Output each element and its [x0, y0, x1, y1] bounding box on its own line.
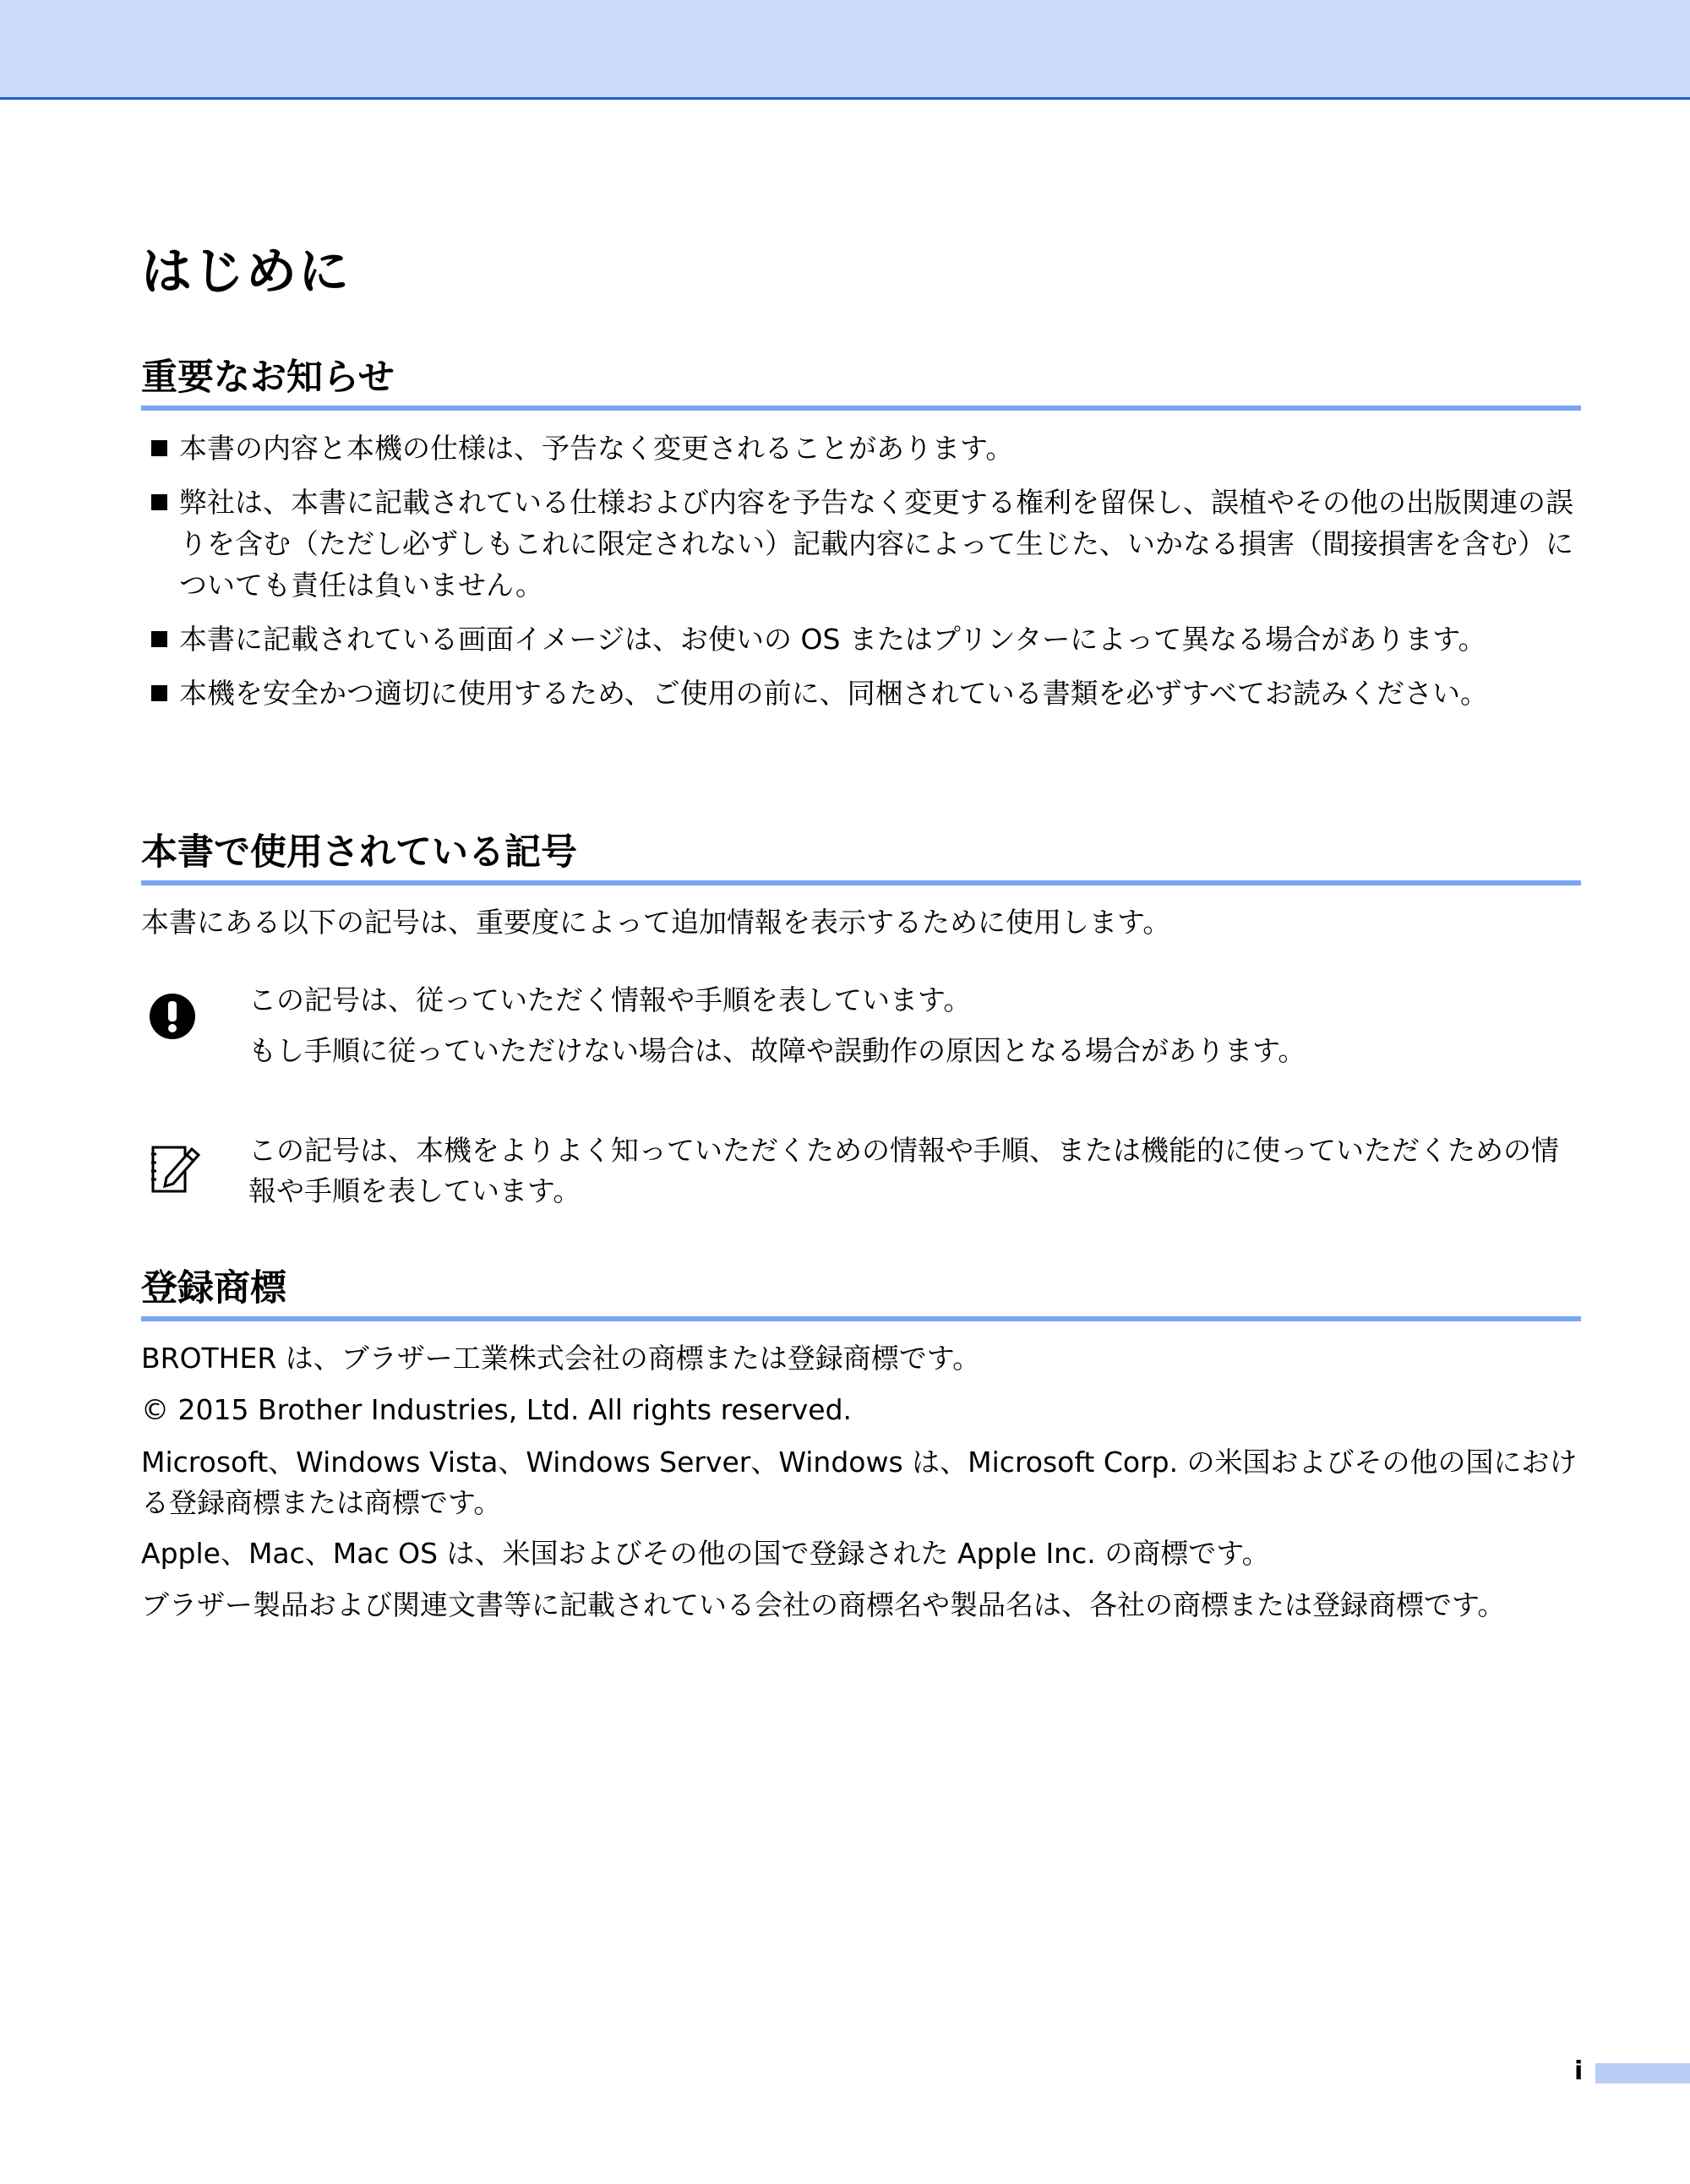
square-bullet-icon	[151, 440, 167, 456]
bullet-text: 本書の内容と本機の仕様は、予告なく変更されることがあります。	[179, 432, 1014, 465]
list-item	[141, 618, 1581, 660]
list-item	[141, 428, 1581, 469]
important-notice-list	[141, 428, 1581, 727]
section-heading-important-notice: 重要なお知らせ	[141, 353, 1581, 411]
bullet-text: 本機を安全かつ適切に使用するため、ご使用の前に、同梱されている書類を必ずすべてお読みください。	[179, 677, 1489, 710]
bullet-text: 本書に記載されている画面イメージは、お使いの OS またはプリンターによって異なる場合があります。	[179, 623, 1486, 656]
bullet-text: 弊社は、本書に記載されている仕様および内容を予告なく変更する権利を留保し、誤植やその他の出版関連の誤りを含む（ただし必ずしもこれに限定されない）記載内容によって生じた、いかなる損害（間接損害を含む）についても責任は負いません。	[179, 486, 1573, 602]
memo-note-text	[248, 1130, 1567, 1222]
exclamation-icon	[148, 992, 197, 1041]
copyright-paragraph: © 2015 Brother Industries, Ltd. All rights reserved.	[141, 1393, 853, 1426]
symbols-intro: 本書にある以下の記号は、重要度によって追加情報を表示するために使用します。	[141, 906, 1171, 939]
square-bullet-icon	[151, 494, 167, 510]
list-item	[141, 673, 1581, 714]
important-note-line: この記号は、従っていただく情報や手順を表しています。	[248, 983, 972, 1016]
page-number: i	[1574, 2056, 1584, 2086]
trademark-paragraph: Apple、Mac、Mac OS は、米国およびその他の国で登録された Apple Inc. の商標です。	[141, 1537, 1270, 1570]
page-title: はじめに	[141, 242, 351, 302]
trademark-paragraph: Microsoft、Windows Vista、Windows Server、Windows は、Microsoft Corp. の米国およびその他の国における登録商標または商標です。	[141, 1446, 1578, 1519]
note-pencil-icon	[148, 1139, 202, 1196]
list-item	[141, 482, 1581, 606]
important-note-line: もし手順に従っていただけない場合は、故障や誤動作の原因となる場合があります。	[248, 1034, 1306, 1067]
square-bullet-icon	[151, 631, 167, 647]
trademark-paragraph: ブラザー製品および関連文書等に記載されている会社の商標名や製品名は、各社の商標または登録商標です。	[141, 1588, 1506, 1621]
section-heading-symbols: 本書で使用されている記号	[141, 828, 1581, 885]
section-heading-trademarks: 登録商標	[141, 1264, 1581, 1321]
important-note-text	[248, 980, 1567, 1081]
header-band	[0, 0, 1690, 100]
square-bullet-icon	[151, 685, 167, 701]
page-tab	[1595, 2063, 1690, 2083]
trademark-paragraph: BROTHER は、ブラザー工業株式会社の商標または登録商標です。	[141, 1342, 981, 1375]
memo-note-line: この記号は、本機をよりよく知っていただくための情報や手順、または機能的に使っていただくための情報や手順を表しています。	[248, 1134, 1559, 1207]
